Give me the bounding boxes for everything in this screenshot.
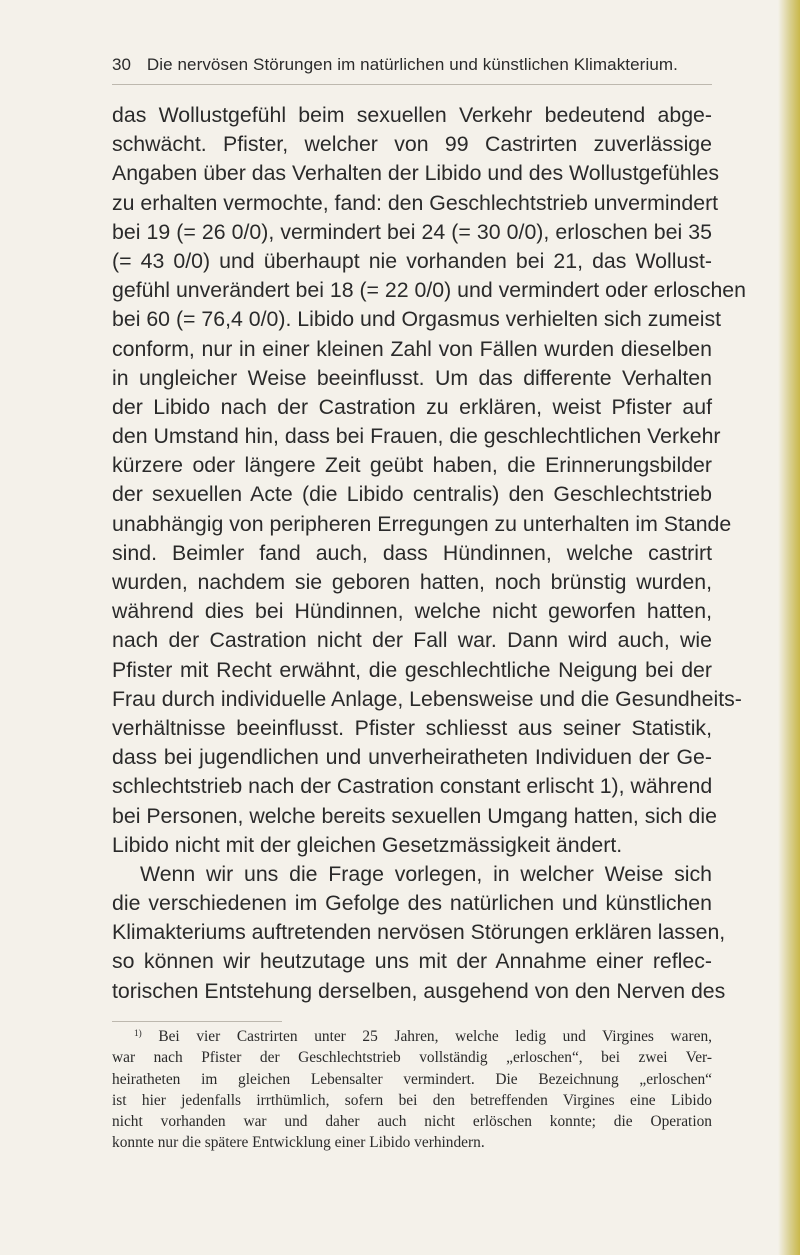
text-line: nach der Castration nicht der Fall war. Dann wird auch, wie <box>112 628 712 653</box>
footnote-line: ist hier jedenfalls irrthümlich, sofern bei den betreffenden Virgines eine Libido <box>112 1091 712 1109</box>
text-line: verhältnisse beeinflusst. Pfister schliesst aus seiner Statistik, <box>112 715 712 740</box>
header-rule <box>112 84 712 85</box>
footnote-text: Bei vier Castrirten unter 25 Jahren, welche ledig und Virgines waren, <box>158 1028 712 1045</box>
text-line: Pfister mit Recht erwähnt, die geschlechtliche Neigung bei der <box>112 657 712 682</box>
text-line: zu erhalten vermochte, fand: den Geschlechtstrieb unvermindert <box>112 190 719 215</box>
text-line: Angaben über das Verhalten der Libido und des Wollustgefühles <box>112 161 720 186</box>
page-edge <box>778 0 800 1255</box>
footnote <box>112 1026 712 1154</box>
footnote-line: war nach Pfister der Geschlechtstrieb vollständig „erloschen“, bei zwei Ver- <box>112 1049 712 1067</box>
text-line: unabhängig von peripheren Erregungen zu unterhalten im Stande <box>112 511 732 536</box>
text-line: so können wir heutzutage uns mit der Annahme einer reflec- <box>112 949 712 974</box>
text-line: sind. Beimler fand auch, dass Hündinnen, welche castrirt <box>112 540 712 565</box>
text-line: gefühl unverändert bei 18 (= 22 0/0) und vermindert oder erloschen <box>112 278 746 303</box>
text-line: die verschiedenen im Gefolge des natürlichen und künstlichen <box>112 891 712 916</box>
body-text <box>112 101 746 1006</box>
text-line: der Libido nach der Castration zu erklären, weist Pfister auf <box>112 394 712 419</box>
text-line: wurden, nachdem sie geboren hatten, noch brünstig wurden, <box>112 570 712 594</box>
text-line: (= 43 0/0) und überhaupt nie vorhanden bei 21, das Wollust- <box>112 248 712 273</box>
text-line: kürzere oder längere Zeit geübt haben, die Erinnerungsbilder <box>112 453 712 478</box>
text-line: Libido nicht mit der gleichen Gesetzmässigkeit ändert. <box>112 832 623 857</box>
running-title: Die nervösen Störungen im natürlichen und künstlichen Klimakterium. <box>146 55 678 74</box>
text-line: der sexuellen Acte (die Libido centralis) den Geschlechtstrieb <box>112 482 712 507</box>
text-line: das Wollustgefühl beim sexuellen Verkehr bedeutend abge- <box>112 103 712 127</box>
text-line: während dies bei Hündinnen, welche nicht geworfen hatten, <box>112 599 712 624</box>
text-line: bei Personen, welche bereits sexuellen Umgang hatten, sich die <box>112 803 717 828</box>
footnote-marker: 1) <box>134 1027 142 1038</box>
footnote-rule <box>112 1021 282 1022</box>
text-line: Klimakteriums auftretenden nervösen Störungen erklären lassen, <box>112 920 726 945</box>
text-line: Wenn wir uns die Frage vorlegen, in welcher Weise sich <box>140 861 712 886</box>
text-line: schwächt. Pfister, welcher von 99 Castrirten zuverlässige <box>112 132 712 157</box>
text-line: schlechtstrieb nach der Castration constant erlischt 1), während <box>112 774 713 799</box>
footnote-line: nicht vorhanden war und daher auch nicht erlöschen konnte; die Operation <box>112 1113 712 1131</box>
text-line: den Umstand hin, dass bei Frauen, die geschlechtlichen Verkehr <box>112 424 721 449</box>
footnote-line: konnte nur die spätere Entwicklung einer Libido verhindern. <box>112 1134 485 1152</box>
footnote-line-first <box>112 1026 712 1047</box>
text-line: conform, nur in einer kleinen Zahl von Fällen wurden dieselben <box>112 336 712 361</box>
text-line: Frau durch individuelle Anlage, Lebensweise und die Gesundheits- <box>112 686 742 711</box>
page-number: 30 <box>112 55 132 74</box>
footnote-line: heiratheten im gleichen Lebensalter vermindert. Die Bezeichnung „erloschen“ <box>112 1070 712 1088</box>
text-line: torischen Entstehung derselben, ausgehend von den Nerven des <box>112 978 726 1003</box>
running-header <box>112 55 712 75</box>
text-line: dass bei jugendlichen und unverheiratheten Individuen der Ge- <box>112 745 712 770</box>
text-line: bei 19 (= 26 0/0), vermindert bei 24 (= 30 0/0), erloschen bei 35 <box>112 219 712 244</box>
text-line: bei 60 (= 76,4 0/0). Libido und Orgasmus verhielten sich zumeist <box>112 307 722 332</box>
text-line: in ungleicher Weise beeinflusst. Um das differente Verhalten <box>112 365 712 390</box>
